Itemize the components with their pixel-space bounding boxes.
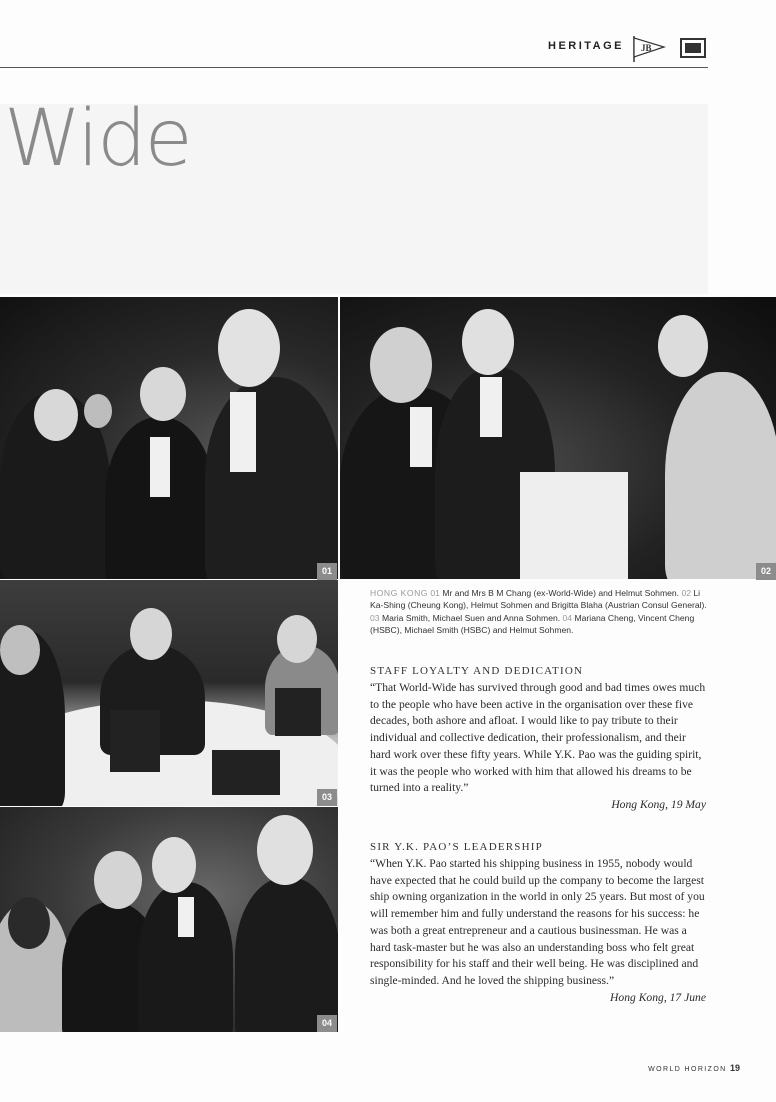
quote-body: “When Y.K. Pao started his shipping business in 1955, nobody would have expected that he could build up the company to become the largest ship owning organization in the world in only 25 years. But most of you will remember him and fully understand the reasons for his success: he was both a great entrepreneur and a cautious businessman. He was a hard task-master but he was also an understanding boss who felt great responsibility for his staff and their well being. He was disciplined and single-minded. And he loved the shipping business.” [370,857,705,987]
photo-number-badge: 03 [317,789,337,806]
photo-number-badge: 04 [317,1015,337,1032]
section-label: HERITAGE [548,40,625,52]
page-number: 19 [729,1063,740,1073]
photo-01 [0,297,338,579]
page-footer [648,1063,740,1073]
quote-body: “That World-Wide has survived through good and bad times owes much to the people who have been active in the organisation over these five decades, both ashore and afloat. I would like to pay tribute to their individual and collective dedication, their professionalism, and their hard work over these fifty years. While Y.K. Pao was the guiding spirit, it was the people who worked with him that allowed his dreams to be turned into a reality.” [370,681,706,795]
section-heading: SIR Y.K. PAO’S LEADERSHIP [370,841,543,853]
photo-number-badge: 01 [317,563,337,580]
photo-caption: HONG KONG 01 Mr and Mrs B M Chang (ex-World-Wide) and Helmut Sohmen. 02 Li Ka-Shing (Cheung Kong), Helmut Sohmen and Brigitta Blaha (Austrian Consul General). 03 Maria Smith, Michael Suen and Anna Sohmen. 04 Mariana Cheng, Vincent Cheng (HSBC), Michael Smith (HSBC) and Helmut Sohmen. [370,588,707,636]
photo-number-badge: 02 [756,563,776,580]
magazine-name: WORLD HORIZON [648,1066,727,1073]
photo-04 [0,807,338,1032]
quote-signoff: Hong Kong, 19 May [611,797,706,811]
caption-entry: Mr and Mrs B M Chang (ex-World-Wide) and Helmut Sohmen. [442,588,680,598]
caption-entry: Mariana Cheng, Vincent Cheng (HSBC), Michael Smith (HSBC) and Helmut Sohmen. [370,612,695,636]
header-divider [0,67,708,68]
caption-entry: Li Ka-Shing (Cheung Kong), Helmut Sohmen and Brigitta Blaha (Austrian Consul General). [370,588,707,611]
jb-pennant-flag-icon [632,35,666,63]
quote-signoff: Hong Kong, 17 June [610,990,706,1004]
caption-entry: Maria Smith, Michael Suen and Anna Sohmen. [381,612,561,623]
page-title: Wide [4,94,191,184]
photo-02 [340,297,776,579]
photo-03 [0,580,338,806]
quote-section-pao-leadership [370,841,706,1006]
svg-text:JB: JB [641,43,652,53]
quote-section-staff-loyalty [370,665,706,814]
caption-place: HONG KONG [370,588,428,598]
ww-box-logo-icon [680,38,706,58]
section-heading: STAFF LOYALTY AND DEDICATION [370,665,584,677]
